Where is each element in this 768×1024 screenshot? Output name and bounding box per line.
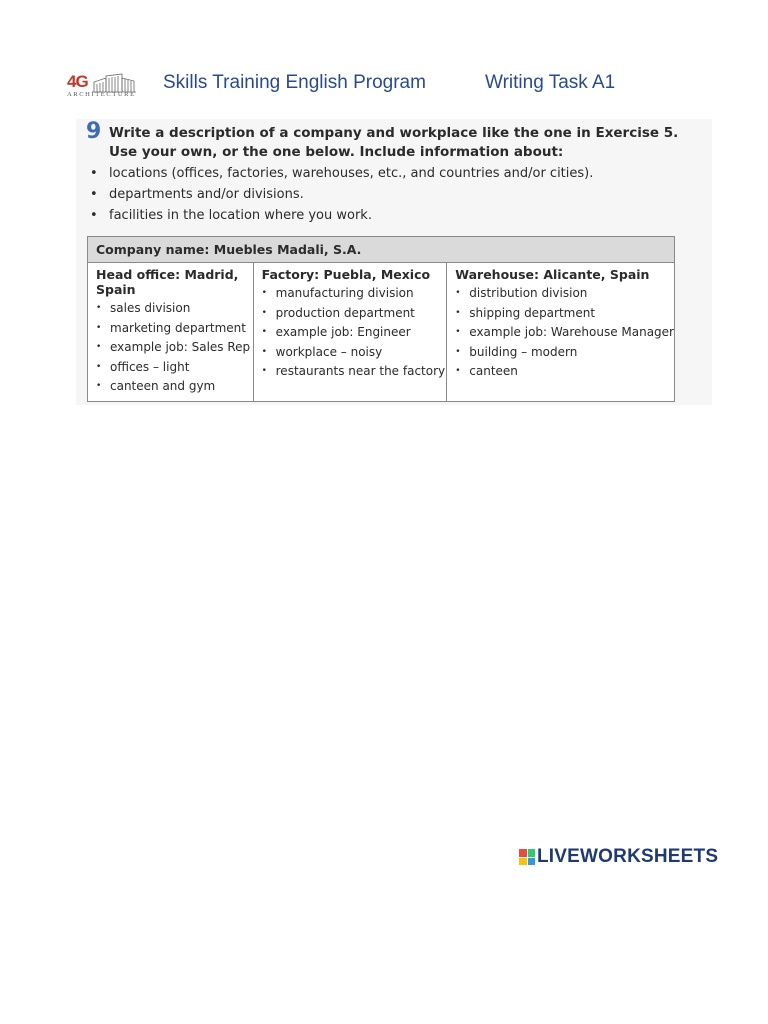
bullet-item: • locations (offices, factories, warehouses, etc., and countries and/or cities). (90, 163, 593, 184)
column-list (254, 282, 447, 386)
company-logo (66, 70, 140, 104)
column-title: Factory: Puebla, Mexico (261, 267, 431, 282)
list-item: • example job: Warehouse Manager (455, 323, 674, 343)
list-item: • production department (262, 304, 447, 324)
liveworksheets-wordmark: LIVEWORKSHEETS (537, 846, 719, 867)
table-column-warehouse (447, 263, 675, 402)
column-list (447, 282, 674, 386)
table-column-factory (253, 263, 447, 402)
list-item: • sales division (96, 299, 253, 319)
page-header (66, 66, 706, 106)
table-column-head-office (88, 263, 254, 402)
column-title: Warehouse: Alicante, Spain (455, 267, 650, 282)
liveworksheets-badge-icon (519, 849, 535, 865)
list-item: • manufacturing division (262, 284, 447, 304)
instruction-line-1: Write a description of a company and workplace like the one in Exercise 5. (109, 125, 679, 141)
exercise-number: 9 (86, 119, 102, 144)
list-item: • building – modern (455, 343, 674, 363)
list-item: • workplace – noisy (262, 343, 447, 363)
bullet-item: • facilities in the location where you work. (90, 205, 593, 226)
company-table (87, 236, 675, 402)
list-item: • offices – light (96, 358, 253, 378)
logo-mark: 4G (67, 72, 88, 91)
list-item: • shipping department (455, 304, 674, 324)
column-title: Head office: Madrid, Spain (96, 267, 239, 297)
list-item: • example job: Sales Rep (96, 338, 253, 358)
building-icon (92, 73, 136, 93)
liveworksheets-logo[interactable] (519, 846, 724, 868)
exercise-instructions (109, 124, 699, 162)
logo-subtext: ARCHITECTURE (67, 91, 136, 98)
instruction-line-2: Use your own, or the one below. Include information about: (109, 144, 564, 160)
company-name-header: Company name: Muebles Madali, S.A. (88, 237, 675, 263)
list-item: • example job: Engineer (262, 323, 447, 343)
program-title: Skills Training English Program (163, 72, 426, 93)
list-item: • distribution division (455, 284, 674, 304)
list-item: • canteen and gym (96, 377, 253, 397)
column-list (88, 297, 253, 401)
list-item: • canteen (455, 362, 674, 382)
exercise-bullet-list (90, 163, 593, 226)
bullet-item: • departments and/or divisions. (90, 184, 593, 205)
exercise-panel (76, 119, 712, 405)
list-item: • marketing department (96, 319, 253, 339)
list-item: • restaurants near the factory (262, 362, 447, 382)
task-title: Writing Task A1 (485, 72, 616, 93)
